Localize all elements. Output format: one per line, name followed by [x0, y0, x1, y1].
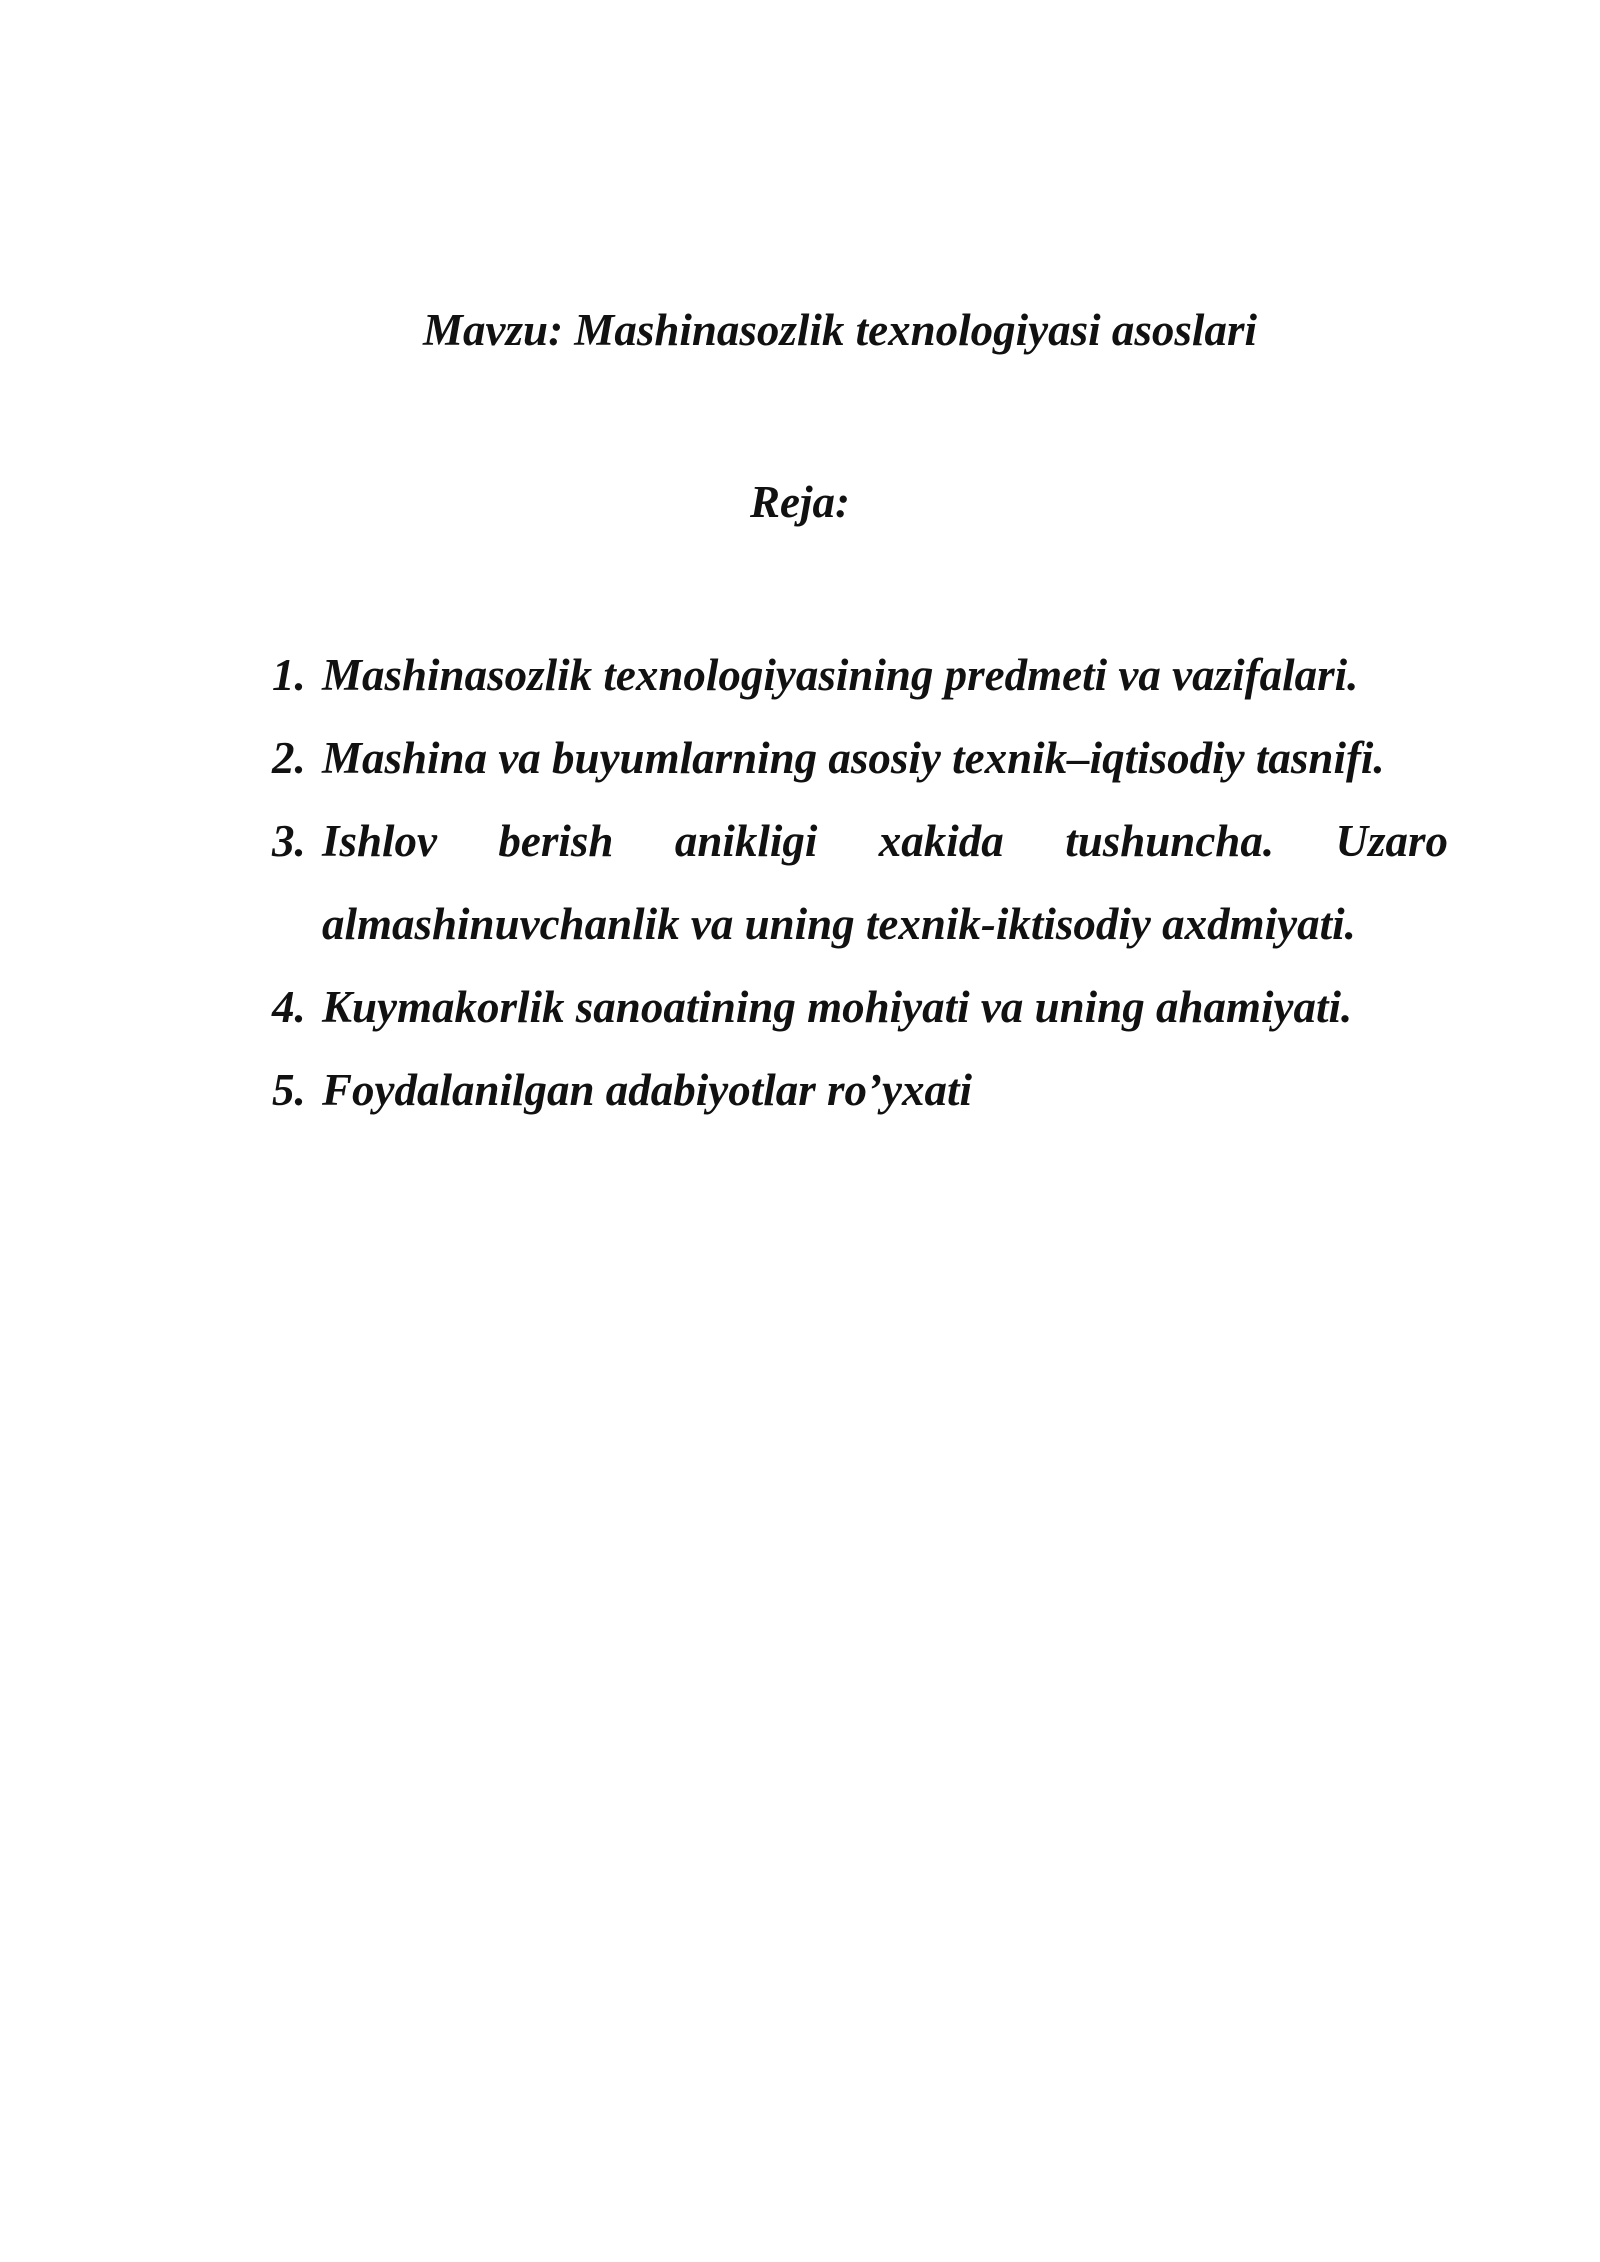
- plan-item-number: 2.: [272, 733, 306, 783]
- document-title: Mavzu: Mashinasozlik texnologiyasi asoslari: [423, 305, 1257, 355]
- plan-item-text: Foydalanilgan adabiyotlar ro’yxati: [322, 1065, 973, 1115]
- plan-item-text: Mashinasozlik texnologiyasining predmeti va vazifalari.: [322, 650, 1359, 700]
- plan-item-number: 1.: [272, 650, 306, 700]
- plan-list: [272, 634, 1448, 1132]
- plan-item-1: [272, 634, 1448, 717]
- plan-item-number: 4.: [272, 982, 306, 1032]
- plan-item-number: 3.: [272, 816, 306, 866]
- plan-item-2: [272, 717, 1448, 800]
- plan-item-text: Kuymakorlik sanoatining mohiyati va uning ahamiyati.: [322, 982, 1353, 1032]
- plan-item-number: 5.: [272, 1065, 306, 1115]
- plan-item-4: [272, 966, 1448, 1049]
- plan-item-3: [272, 800, 1448, 966]
- plan-item-text: Mashina va buyumlarning asosiy texnik–iqtisodiy tasnifi.: [322, 733, 1385, 783]
- plan-item-5: [272, 1049, 1448, 1132]
- plan-item-text: Ishlov berish anikligi xakida tushuncha. Uzaro almashinuvchanlik va uning texnik-iktisodiy axdmiyati.: [322, 816, 1448, 949]
- plan-heading: Reja:: [750, 477, 850, 527]
